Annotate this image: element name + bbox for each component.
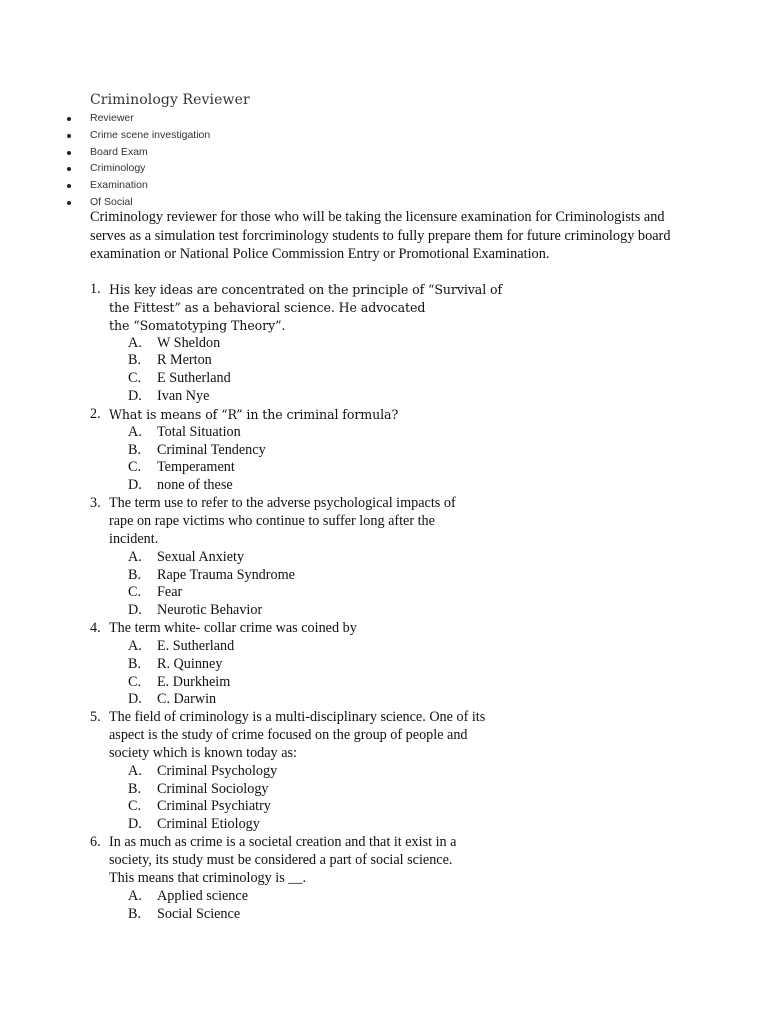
- intro-line: Criminology reviewer for those who will be taking the licensure examination for Criminologists and: [90, 209, 665, 225]
- option-letter: A.: [128, 548, 142, 565]
- option-text: Temperament: [157, 459, 235, 476]
- option-text: Fear: [157, 584, 183, 601]
- question-text: the “Somatotyping Theory”.: [109, 317, 286, 333]
- question-text: What is means of “R” in the criminal formula?: [109, 406, 399, 422]
- option-text: Rape Trauma Syndrome: [157, 566, 295, 583]
- option-letter: D.: [128, 816, 142, 833]
- option-text: Neurotic Behavior: [157, 602, 263, 619]
- option-letter: D.: [128, 691, 142, 708]
- option-letter: A.: [128, 637, 142, 654]
- question-number: 5.: [90, 709, 101, 726]
- bullet-icon: [67, 184, 71, 188]
- option-text: Ivan Nye: [157, 388, 210, 405]
- question-number: 6.: [90, 834, 101, 851]
- question-text: society which is known today as:: [109, 744, 297, 761]
- option-letter: C.: [128, 673, 142, 690]
- option-letter: D.: [128, 388, 142, 405]
- question-text: The term use to refer to the adverse psychological impacts of: [109, 495, 456, 512]
- tag-text: Criminology: [90, 162, 146, 175]
- intro-line: serves as a simulation test forcriminology students to fully prepare them for future criminology board: [90, 227, 671, 244]
- question-text: The field of criminology is a multi-disciplinary science. One of its: [109, 709, 486, 726]
- intro-line: examination or National Police Commission Entry or Promotional Examination.: [90, 246, 550, 262]
- option-text: Total Situation: [157, 423, 241, 440]
- question-number: 3.: [90, 495, 101, 512]
- option-letter: B.: [128, 655, 142, 672]
- intro-paragraph: [90, 208, 720, 264]
- option-letter: C.: [128, 798, 142, 815]
- option-letter: A.: [128, 334, 142, 351]
- question-number: 4.: [90, 620, 101, 637]
- option-text: Criminal Tendency: [157, 441, 266, 458]
- option-letter: B.: [128, 905, 142, 922]
- option-letter: A.: [128, 887, 142, 904]
- option-letter: B.: [128, 780, 142, 797]
- question-text: incident.: [109, 530, 159, 547]
- tag-text: Examination: [90, 179, 148, 192]
- option-letter: B.: [128, 566, 142, 583]
- option-text: Criminal Sociology: [157, 780, 269, 797]
- option-letter: A.: [128, 423, 142, 440]
- bullet-icon: [67, 134, 71, 138]
- option-letter: B.: [128, 352, 142, 369]
- question-text: The term white- collar crime was coined by: [109, 620, 357, 637]
- bullet-icon: [67, 151, 71, 155]
- option-letter: C.: [128, 584, 142, 601]
- option-letter: C.: [128, 370, 142, 387]
- option-text: E Sutherland: [157, 370, 231, 387]
- question-text: the Fittest” as a behavioral science. He advocated: [109, 299, 426, 315]
- option-text: Criminal Psychiatry: [157, 798, 271, 815]
- option-text: Sexual Anxiety: [157, 548, 245, 565]
- tag-text: Of Social: [90, 195, 133, 208]
- tag-text: Crime scene investigation: [90, 128, 211, 141]
- question-text: His key ideas are concentrated on the principle of “Survival of: [109, 282, 503, 297]
- question-text: aspect is the study of crime focused on the group of people and: [109, 727, 468, 744]
- bullet-icon: [67, 117, 71, 121]
- question-text: This means that criminology is __.: [109, 869, 307, 886]
- document-title: Criminology Reviewer: [90, 92, 250, 108]
- option-text: Criminal Etiology: [157, 816, 260, 833]
- option-text: R. Quinney: [157, 655, 223, 672]
- tag-text: Board Exam: [90, 145, 148, 158]
- option-letter: C.: [128, 459, 142, 476]
- question-text: In as much as crime is a societal creation and that it exist in a: [109, 834, 457, 851]
- question-number: 2.: [90, 405, 101, 422]
- option-text: E. Durkheim: [157, 673, 231, 690]
- option-text: none of these: [157, 477, 233, 494]
- question-text: rape on rape victims who continue to suffer long after the: [109, 512, 435, 529]
- option-letter: B.: [128, 441, 142, 458]
- tag-text: Reviewer: [90, 112, 134, 124]
- option-text: W Sheldon: [157, 334, 221, 351]
- option-text: E. Sutherland: [157, 637, 235, 654]
- option-text: Applied science: [157, 887, 248, 904]
- option-text: Social Science: [157, 905, 241, 922]
- option-text: C. Darwin: [157, 691, 217, 708]
- option-letter: D.: [128, 477, 142, 494]
- option-letter: D.: [128, 602, 142, 619]
- option-text: Criminal Psychology: [157, 762, 278, 779]
- bullet-icon: [67, 201, 71, 205]
- question-text: society, its study must be considered a part of social science.: [109, 852, 453, 868]
- bullet-icon: [67, 167, 71, 171]
- option-letter: A.: [128, 762, 142, 779]
- option-text: R Merton: [157, 352, 212, 369]
- question-number: 1.: [90, 281, 101, 297]
